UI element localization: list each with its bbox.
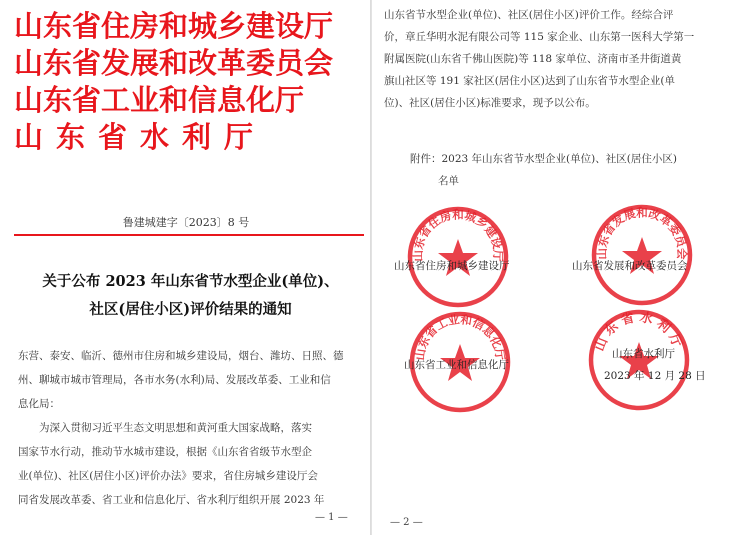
document-page-2 [372,0,741,535]
body-line: 附属医院(山东省千佛山医院)等 118 家单位、济南市圣井街道黄 [384,53,682,65]
body-line: 位)、社区(居住小区)标准要求，现予以公布。 [384,97,596,109]
issuer-line-development: 山东省发展和改革委员会 [14,46,334,80]
document-number: 鲁建城建字〔2023〕8 号 [122,216,250,229]
issuer-line-industry: 山东省工业和信息化厅 [14,83,305,117]
page-number: — 1 — [315,512,348,523]
body-line: 州、聊城市城市管理局，各市水务(水利)局、发展改革委、工业和信 [18,374,331,386]
page-number: — 2 — [390,517,423,528]
issuer-line-water: 山东省水利厅 [14,120,267,154]
signatory-development: 山东省发展和改革委员会 [572,260,688,272]
signatory-industry: 山东省工业和信息化厅 [404,359,509,371]
signatory-housing: 山东省住房和城乡建设厅 [394,260,510,272]
body-line: 东营、泰安、临沂、德州市住房和城乡建设局，烟台、潍坊、日照、德 [18,350,344,362]
body-line: 价，章丘华明水泥有限公司等 115 家企业、山东第一医科大学第一 [384,31,695,43]
notice-title-line-2: 社区(居住小区)评价结果的通知 [89,301,292,318]
issue-date: 2023 年 12 月 28 日 [604,370,706,382]
body-line: 旗山社区等 191 家社区(居住小区)达到了山东省节水型企业(单 [384,75,676,87]
body-line: 山东省节水型企业(单位)、社区(居住小区)评价工作。经综合评 [384,9,674,21]
notice-title-line-1: 关于公布 2023 年山东省节水型企业(单位)、 [42,273,339,290]
seal-inscription: 山东省发展和改革委员会 [594,205,690,260]
attachment-line: 附件：2023 年山东省节水型企业(单位)、社区(居住小区) [410,153,677,165]
official-seal-development [590,203,694,307]
body-line: 息化局： [18,398,60,410]
body-line: 国家节水行动，推动节水城市建设，根据《山东省省级节水型企 [18,446,312,458]
official-seal-housing [406,205,510,309]
attachment-line: 名单 [438,175,459,187]
seal-inscription: 山东省工业和信息化厅 [412,312,508,362]
red-divider-line [14,234,364,236]
signatory-water: 山东省水利厅 [612,348,675,360]
issuer-line-housing: 山东省住房和城乡建设厅 [14,9,334,43]
body-line: 为深入贯彻习近平生态文明思想和黄河重大国家战略，落实 [18,422,312,434]
seal-inscription: 山东省住房和城乡建设厅 [410,207,506,262]
body-line: 业(单位)、社区(居住小区)评价办法》要求，省住房城乡建设厅会 [18,470,318,482]
seal-inscription: 山东省水利厅 [592,309,686,354]
body-line: 同省发展改革委、省工业和信息化厅、省水利厅组织开展 2023 年 [18,494,325,506]
